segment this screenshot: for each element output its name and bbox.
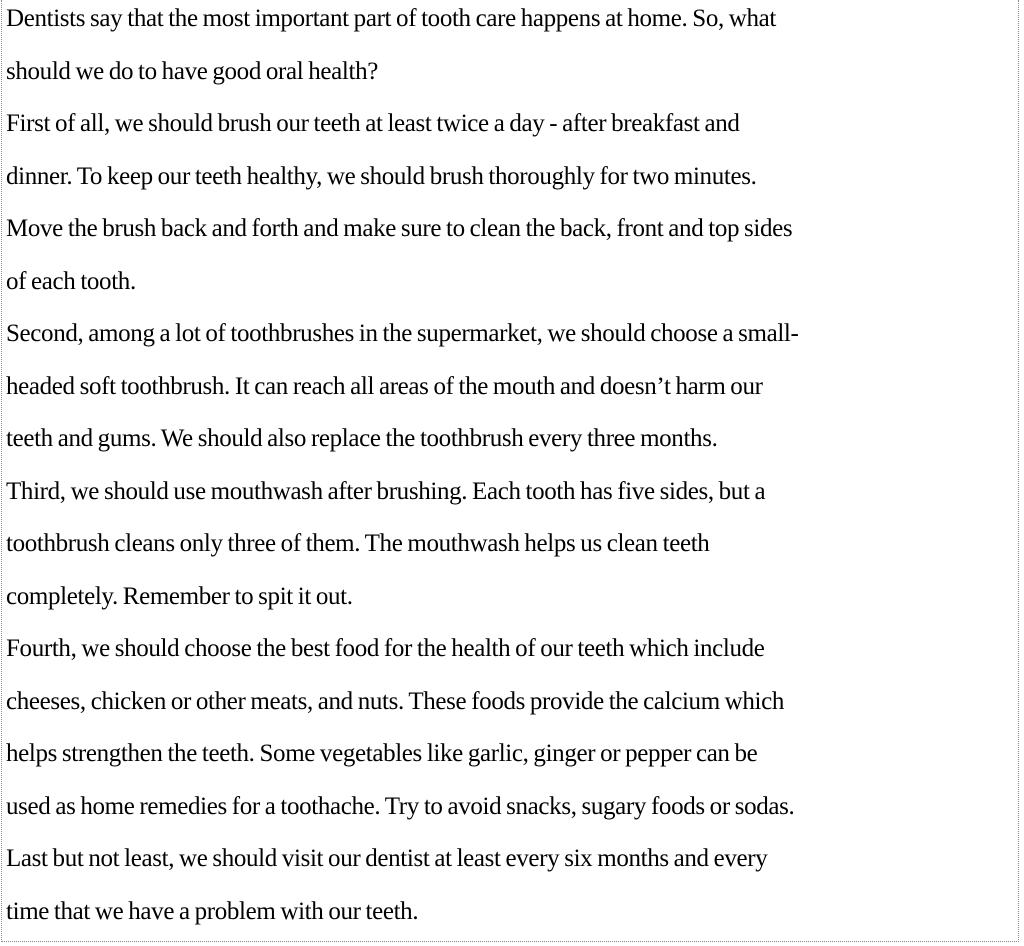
text-line: helps strengthen the teeth. Some vegetables like garlic, ginger or pepper can be: [6, 740, 758, 767]
text-line: should we do to have good oral health?: [6, 57, 378, 85]
text-line: cheeses, chicken or other meats, and nuts. These foods provide the calcium which: [6, 687, 785, 715]
text-line: toothbrush cleans only three of them. The mouthwash helps us clean teeth: [6, 530, 710, 557]
text-line: Fourth, we should choose the best food for the health of our teeth which include: [6, 635, 765, 662]
text-line: headed soft toothbrush. It can reach all areas of the mouth and doesn’t harm our: [6, 372, 763, 400]
text-line: Move the brush back and forth and make sure to clean the back, front and top sides: [6, 215, 793, 242]
text-line: Third, we should use mouthwash after brushing. Each tooth has five sides, but a: [6, 477, 766, 505]
text-line: of each tooth.: [6, 267, 136, 295]
text-line: Dentists say that the most important part of tooth care happens at home. So, what: [6, 5, 776, 32]
text-line: completely. Remember to spit it out.: [6, 582, 353, 610]
text-box-frame[interactable]: [1, 0, 1019, 942]
text-line: used as home remedies for a toothache. Try to avoid snacks, sugary foods or sodas.: [6, 792, 795, 820]
text-line: Second, among a lot of toothbrushes in the supermarket, we should choose a small-: [6, 320, 799, 347]
text-line: Last but not least, we should visit our dentist at least every six months and every: [6, 845, 768, 872]
text-line: teeth and gums. We should also replace the toothbrush every three months.: [6, 425, 718, 452]
text-line: dinner. To keep our teeth healthy, we should brush thoroughly for two minutes.: [6, 162, 757, 190]
text-line: time that we have a problem with our teeth.: [6, 897, 419, 925]
text-line: First of all, we should brush our teeth at least twice a day - after breakfast and: [6, 110, 740, 137]
document-text: [6, 0, 1019, 942]
